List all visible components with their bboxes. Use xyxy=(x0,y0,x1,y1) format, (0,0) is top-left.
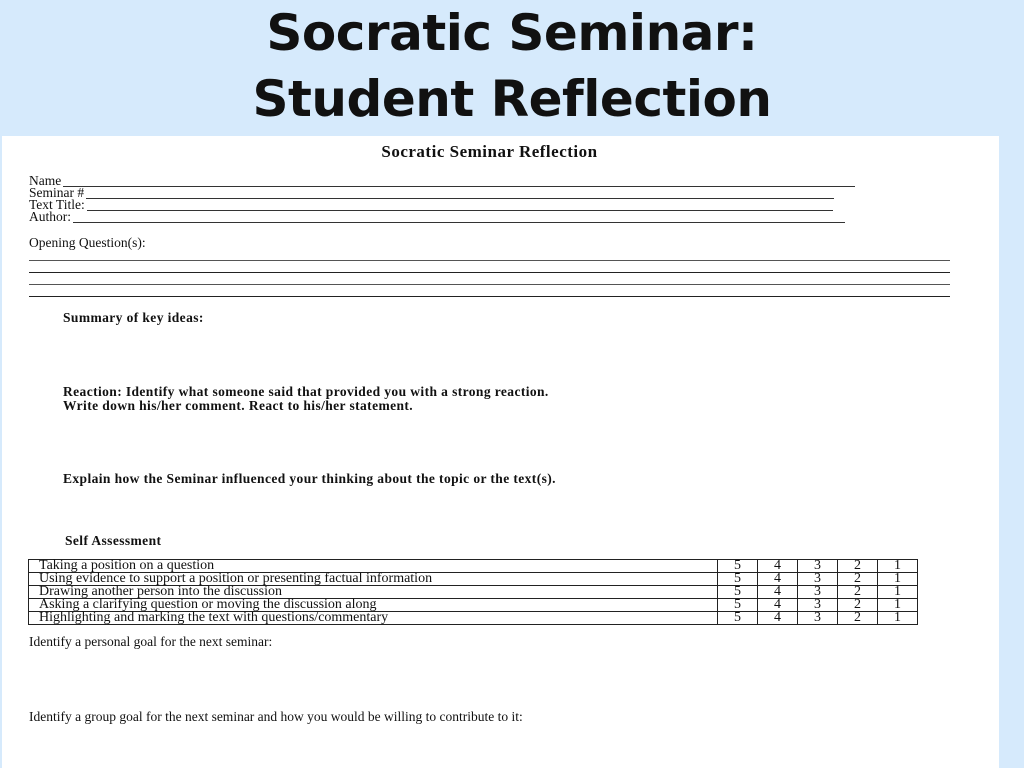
slide-title-line-2: Student Reflection xyxy=(252,70,772,128)
author-field-label: Author: xyxy=(29,209,71,224)
group-goal-label: Identify a group goal for the next seminar and how you would be willing to contribute to it: xyxy=(29,709,523,724)
score-cell: 2 xyxy=(838,586,878,599)
author-field xyxy=(29,210,845,223)
score-cell: 3 xyxy=(798,586,838,599)
score-cell: 4 xyxy=(758,586,798,599)
score-cell: 3 xyxy=(798,599,838,612)
assessment-item: Asking a clarifying question or moving the discussion along xyxy=(29,599,718,612)
score-cell: 4 xyxy=(758,599,798,612)
text-title-field-label: Text Title: xyxy=(29,197,85,212)
answer-line xyxy=(29,296,950,297)
document-heading: Socratic Seminar Reflection xyxy=(381,142,598,161)
personal-goal-label: Identify a personal goal for the next seminar: xyxy=(29,634,273,649)
assessment-item: Taking a position on a question xyxy=(29,560,718,573)
self-assessment-table xyxy=(28,559,918,625)
opening-questions-label: Opening Question(s): xyxy=(29,235,146,250)
name-field-label: Name xyxy=(29,173,62,188)
score-cell: 1 xyxy=(878,573,918,586)
table-row xyxy=(29,612,918,625)
score-cell: 3 xyxy=(798,612,838,625)
summary-label: Summary of key ideas: xyxy=(63,310,204,325)
reaction-label-line-1: Reaction: Identify what someone said that provided you with a strong reaction. xyxy=(63,384,549,399)
score-cell: 5 xyxy=(718,586,758,599)
assessment-item: Drawing another person into the discussion xyxy=(29,586,718,599)
score-cell: 4 xyxy=(758,573,798,586)
assessment-item: Highlighting and marking the text with questions/commentary xyxy=(29,612,718,625)
score-cell: 3 xyxy=(798,573,838,586)
answer-line xyxy=(29,284,950,285)
reaction-label-line-2: Write down his/her comment. React to his/her statement. xyxy=(63,398,414,413)
explain-label: Explain how the Seminar influenced your thinking about the topic or the text(s). xyxy=(63,471,556,486)
answer-line xyxy=(29,260,950,261)
score-cell: 2 xyxy=(838,612,878,625)
score-cell: 5 xyxy=(718,599,758,612)
score-cell: 3 xyxy=(798,560,838,573)
score-cell: 4 xyxy=(758,612,798,625)
score-cell: 2 xyxy=(838,599,878,612)
score-cell: 4 xyxy=(758,560,798,573)
seminar-number-field-label: Seminar # xyxy=(29,185,85,200)
assessment-item: Using evidence to support a position or presenting factual information xyxy=(29,573,718,586)
score-cell: 1 xyxy=(878,586,918,599)
author-field-line xyxy=(73,212,845,223)
score-cell: 5 xyxy=(718,612,758,625)
reflection-document xyxy=(2,136,999,768)
slide-title-line-1: Socratic Seminar: xyxy=(266,4,758,62)
score-cell: 2 xyxy=(838,573,878,586)
score-cell: 2 xyxy=(838,560,878,573)
score-cell: 1 xyxy=(878,560,918,573)
slide-title xyxy=(0,0,1024,132)
score-cell: 5 xyxy=(718,560,758,573)
score-cell: 5 xyxy=(718,573,758,586)
answer-line xyxy=(29,272,950,273)
score-cell: 1 xyxy=(878,599,918,612)
score-cell: 1 xyxy=(878,612,918,625)
self-assessment-label: Self Assessment xyxy=(65,533,162,548)
